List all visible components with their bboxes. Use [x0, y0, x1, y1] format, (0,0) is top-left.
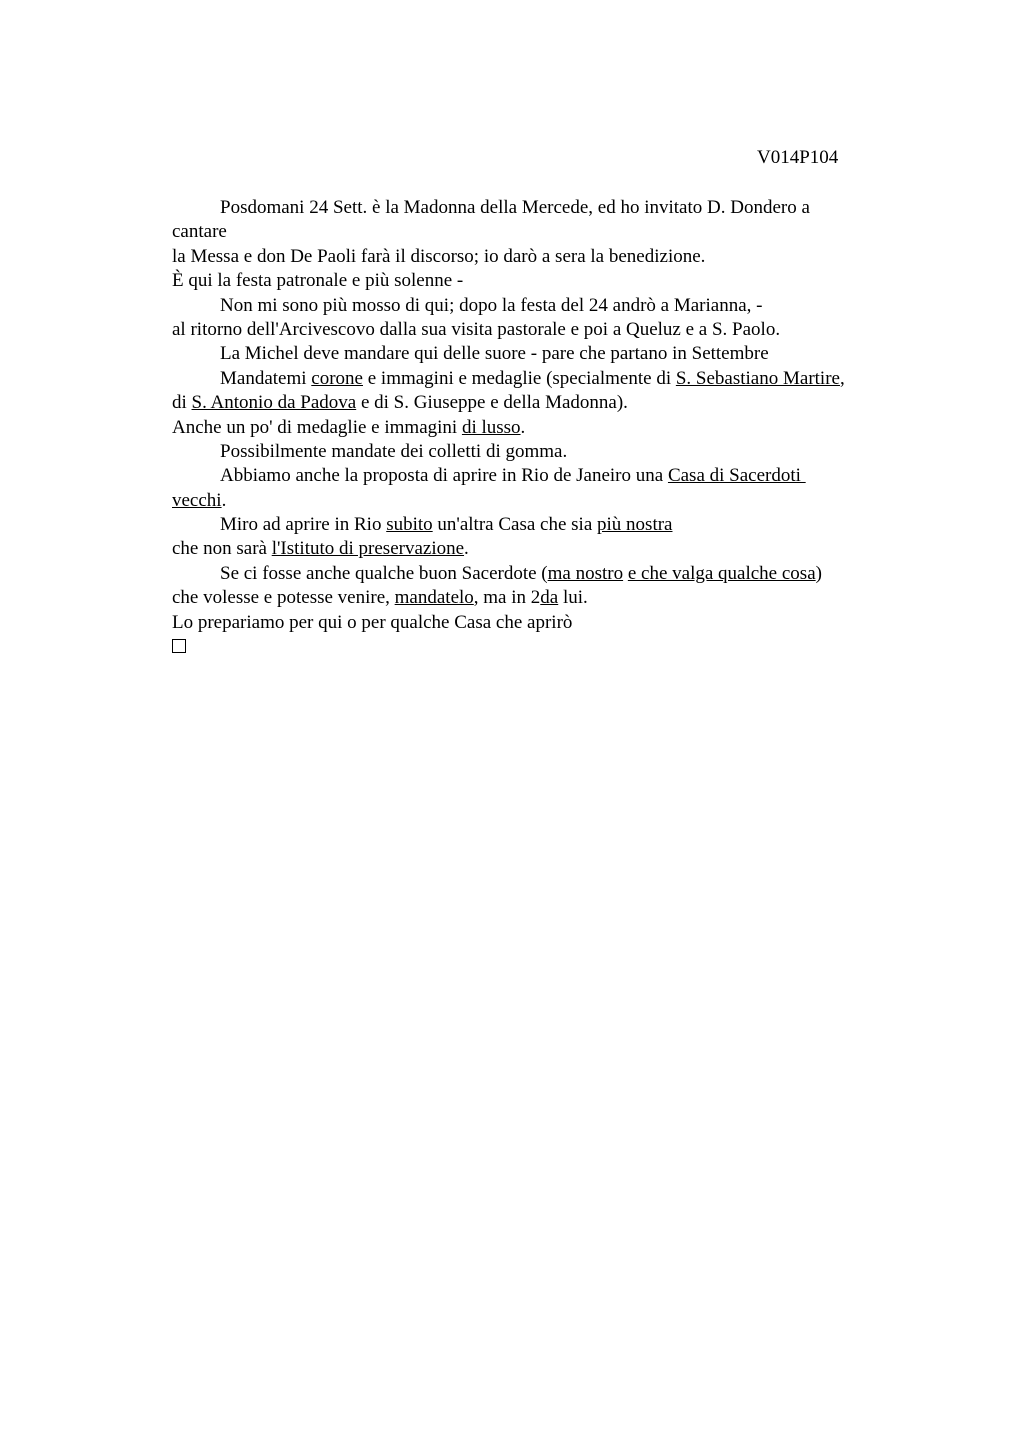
page-id: V014P104 — [757, 147, 839, 168]
text-span: . — [464, 538, 469, 560]
text-span: Mandatemi — [220, 367, 312, 389]
underlined-text: mandatelo — [394, 587, 474, 609]
text-line — [172, 562, 912, 586]
underlined-text: Casa di Sacerdoti — [667, 465, 806, 487]
text-line — [172, 464, 912, 488]
text-span: . — [221, 489, 227, 511]
text-span: Miro ad aprire in Rio — [220, 514, 387, 536]
text-line: Lo prepariamo per qui o per qualche Casa che aprirò — [172, 611, 573, 633]
underlined-text: corone — [311, 367, 363, 389]
text-line: Non mi sono più mosso di qui; dopo la festa del 24 andrò a Marianna, - — [220, 294, 763, 316]
text-line — [172, 635, 912, 659]
text-span: e di S. Giuseppe e della Madonna). — [356, 392, 628, 414]
text-span: Abbiamo anche la proposta di aprire in Rio de Janeiro una — [220, 465, 668, 487]
text-line: La Michel deve mandare qui delle suore - pare che partano in Settembre — [220, 343, 769, 365]
text-line: la Messa e don De Paoli farà il discorso; io darò a sera la benedizione. — [172, 245, 706, 267]
text-span: , ma in 2 — [473, 587, 541, 609]
text-span: un'altra Casa che sia — [432, 514, 598, 536]
text-line — [172, 537, 912, 561]
letter-body — [172, 196, 912, 659]
text-line — [172, 391, 912, 415]
text-span: . — [520, 416, 526, 438]
text-line: È qui la festa patronale e più solenne - — [172, 270, 464, 292]
underlined-text: e che valga qualche cosa — [627, 562, 816, 584]
text-span: , — [839, 367, 845, 389]
text-line — [172, 367, 912, 391]
text-span: Se ci fosse anche qualche buon Sacerdote ( — [220, 562, 548, 584]
underlined-text: da — [540, 587, 559, 609]
underlined-text: S. Sebastiano Martire — [675, 367, 840, 389]
text-span: ) — [815, 562, 822, 584]
underlined-text: l'Istituto di preservazione — [271, 538, 465, 560]
text-line — [172, 416, 912, 440]
text-span: che non sarà — [172, 538, 272, 560]
text-span: e immagini e medaglie (specialmente di — [362, 367, 676, 389]
text-span: lui. — [558, 587, 588, 609]
text-line — [172, 489, 912, 513]
underlined-text: subito — [386, 514, 433, 536]
text-span: Anche un po' di medaglie e immagini — [172, 416, 462, 438]
text-line: al ritorno dell'Arcivescovo dalla sua visita pastorale e poi a Queluz e a S. Paolo. — [172, 318, 781, 340]
underlined-text: di lusso — [461, 416, 521, 438]
text-line — [172, 513, 912, 537]
underlined-text: S. Antonio da Padova — [191, 392, 357, 414]
underlined-text: vecchi — [172, 489, 222, 511]
text-line: cantare — [172, 221, 227, 243]
text-line: Possibilmente mandate dei colletti di gomma. — [220, 440, 568, 462]
empty-box-icon — [172, 639, 186, 653]
text-line — [172, 586, 912, 610]
underlined-text: ma nostro — [547, 562, 624, 584]
text-line: Posdomani 24 Sett. è la Madonna della Mercede, ed ho invitato D. Dondero a — [220, 197, 810, 218]
text-span: che volesse e potesse venire, — [172, 587, 395, 609]
underlined-text: più nostra — [597, 514, 673, 536]
text-span: di — [172, 392, 192, 414]
